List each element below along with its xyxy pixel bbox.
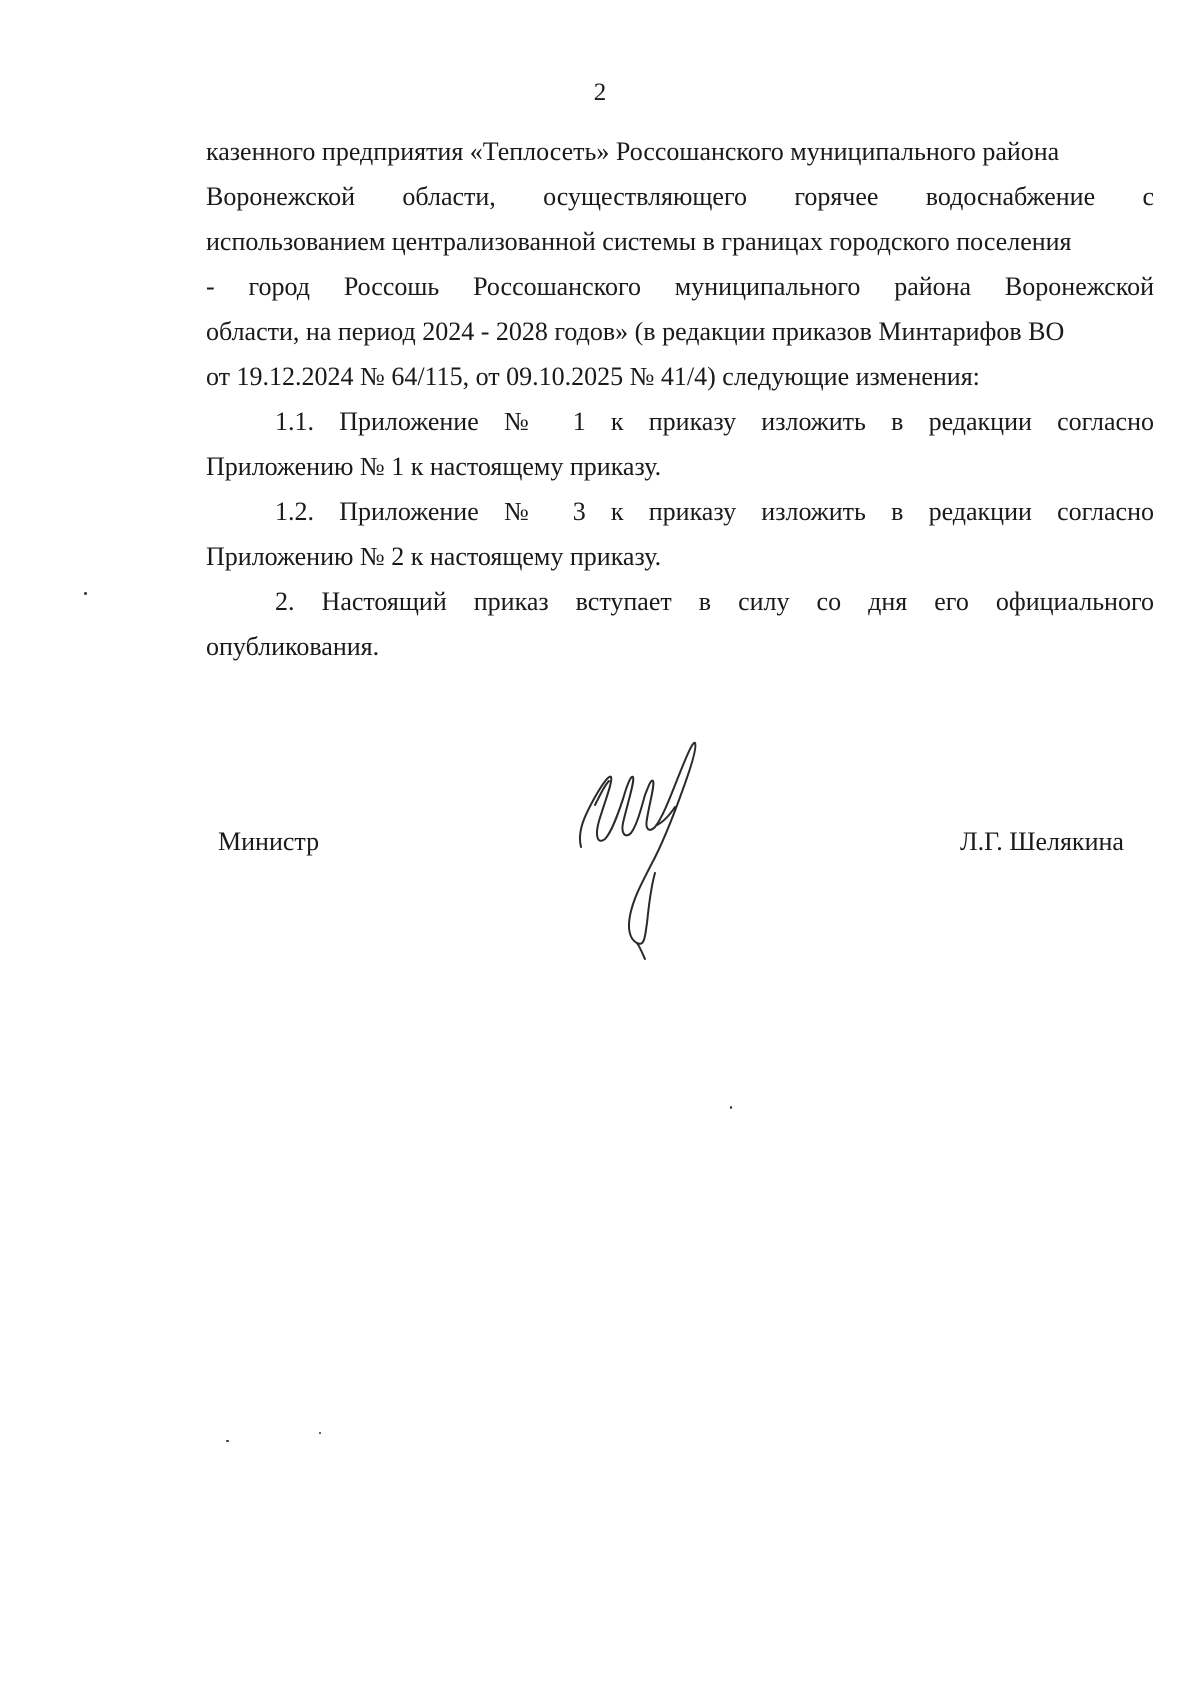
scan-speck — [226, 1440, 229, 1442]
intro-line-2: Воронежской области, осуществляющего горячее водоснабжение с — [206, 182, 1154, 211]
item-1-2-line-2: Приложению № 2 к настоящему приказу. — [206, 542, 662, 571]
intro-line-6: от 19.12.2024 № 64/115, от 09.10.2025 № 41/4) следующие изменения: — [206, 362, 980, 391]
intro-line-3: использованием централизованной системы в границах городского поселения — [206, 227, 1072, 256]
item-2-line-1: 2. Настоящий приказ вступает в силу со дня его официального — [275, 587, 1154, 616]
item-1-1-line-2: Приложению № 1 к настоящему приказу. — [206, 452, 662, 481]
intro-line-4: - город Россошь Россошанского муниципального района Воронежской — [206, 272, 1154, 301]
handwritten-signature — [575, 735, 735, 970]
signatory-position: Министр — [218, 827, 320, 856]
scan-speck — [319, 1432, 321, 1434]
intro-line-5: области, на период 2024 - 2028 годов» (в редакции приказов Минтарифов ВО — [206, 317, 1065, 346]
scan-speck — [84, 592, 87, 595]
intro-line-1: казенного предприятия «Теплосеть» Россошанского муниципального района — [206, 137, 1060, 166]
scan-speck — [730, 1106, 732, 1109]
item-1-1-line-1: 1.1. Приложение № 1 к приказу изложить в редакции согласно — [275, 407, 1154, 436]
item-2-line-2: опубликования. — [206, 632, 380, 661]
page-number: 2 — [593, 79, 607, 106]
item-1-2-line-1: 1.2. Приложение № 3 к приказу изложить в редакции согласно — [275, 497, 1154, 526]
signatory-name: Л.Г. Шелякина — [960, 827, 1124, 856]
